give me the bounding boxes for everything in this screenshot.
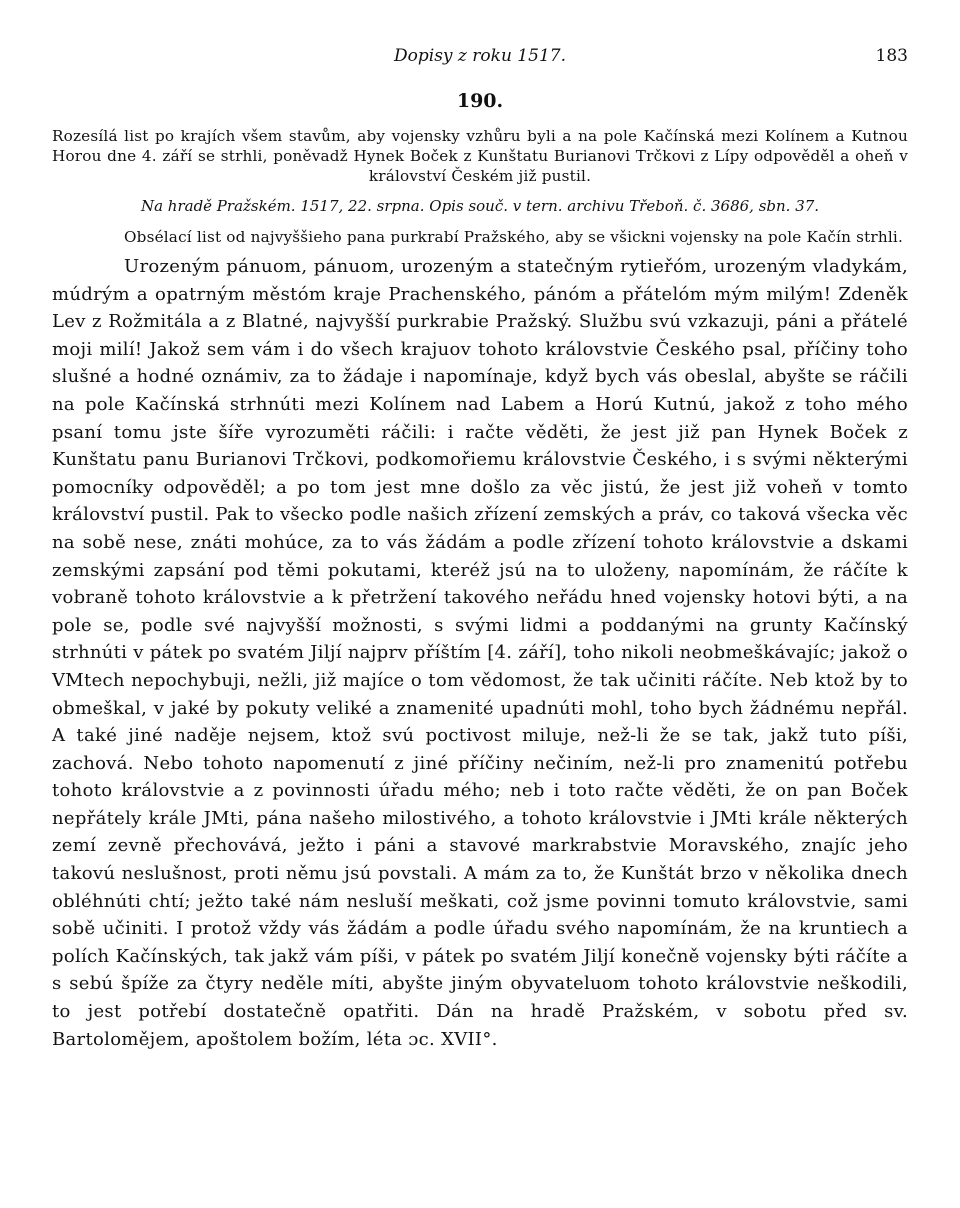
letter-body: Urozeným pánuom, pánuom, urozeným a statečným rytieřóm, urozeným vladykám, múdrým a opatrným městóm kraje Prachenského, pánóm a přátelóm mým milým! Zdeněk Lev z Rožmitála a z Blatné, najvyšší purkrabie Pražský. Službu svú vzkazuji, páni a přátelé moji milí! Jakož sem vám i do všech krajuov tohoto královstvie Českého psal, příčiny toho slušné a hodné oznámiv, za to žádaje i napomínaje, když bych vás obeslal, abyšte se ráčili na pole Kačínská strhnúti mezi Kolínem nad Labem a Horú Kutnú, jakož z toho mého psaní tomu jste šíře vyrozuměti ráčili: i račte věděti, že jest již pan Hynek Boček z Kunštatu panu Burianovi Trčkovi, podkomořiemu královstvie Českého, i s svými některými pomocníky odpověděl; a po tom jest mne došlo za věc jistú, že jest již voheň v tomto království pustil. Pak to všecko podle našich zřízení zemských a práv, co taková všecka věc na sobě nese, znáti mohúce, za to vás žádám a podle zřízení tohoto královstvie a dskami zemskými zapsání pod těmi pokutami, kteréž jsú na to uloženy, napomínám, že ráčíte k vobraně tohoto královstvie a k přetržení takového neřádu hned vojensky hotovi býti, a na pole se, podle své najvyšší možnosti, s svými lidmi a poddanými na grunty Kačínský strhnúti v pátek po svatém Jiljí najprv příštím [4. září], toho nikoli neobmeškávajíc; jakož o VMtech nepochybuji, nežli, již majíce o tom vědomost, že tak učiniti ráčíte. Neb ktož by to obmeškal, v jaké by pokuty veliké a znamenité upadnúti mohl, toho bych žádnému nepřál. A také jiné naděje nejsem, ktož svú poctivost miluje, než-li že se tak, jakž tuto píši, zachová. Nebo tohoto napomenutí z jiné příčiny nečiním, než-li pro znamenitú potřebu tohoto královstvie a z povinnosti úřadu mého; neb i toto račte věděti, že on pan Boček nepřátely krále JMti, pána našeho milostivého, a tohoto královstvie i JMti krále některých zemí zevně přechovává, ježto i páni a stavové markrabstvie Moravského, znajíc jeho takovú neslušnost, proti němu jsú povstali. A mám za to, že Kunštát brzo v několika dnech obléhnúti chtí; ježto také nám nesluší meškati, což jsme povinni tomuto královstvie, sami sobě učiniti. I protož vždy vás žádám a podle úřadu svého napomínám, že na kruntiech a polích Kačínských, tak jakž vám píši, v pátek po svatém Jiljí konečně vojensky býti ráčíte a s sebú špíže za čtyry neděle míti, abyšte jiným obyvateluom tohoto královstvie neškodili, to jest potřebí dostatečně opatřiti. Dán na hradě Pražském, v sobotu před sv. Bartolomějem, apoštolem božím, léta ɔc. XVII°.: [52, 256, 908, 1050]
document-page: [52, 0, 908, 1053]
document-number: 190.: [456, 90, 504, 112]
page-header: [52, 0, 908, 70]
page-number: 183: [875, 46, 908, 66]
document-summary: Rozesílá list po krajích všem stavům, aby vojensky vzhůru byli a na pole Kačínská mezi Kolínem a Kutnou Horou dne 4. září se strhli, poněvadž Hynek Boček z Kunštatu Burianovi Trčkovi z Lípy odpověděl a oheň v království Českém již pustil.: [52, 127, 908, 185]
document-abstract: Obsélací list od najvyššieho pana purkrabí Pražského, aby se všickni vojensky na pole Kačín strhli.: [124, 228, 903, 246]
source-citation: Na hradě Pražském. 1517, 22. srpna. Opis souč. v tern. archivu Třeboň. č. 3686, sbn. 37.: [140, 197, 820, 215]
running-title: Dopisy z roku 1517.: [394, 46, 566, 66]
